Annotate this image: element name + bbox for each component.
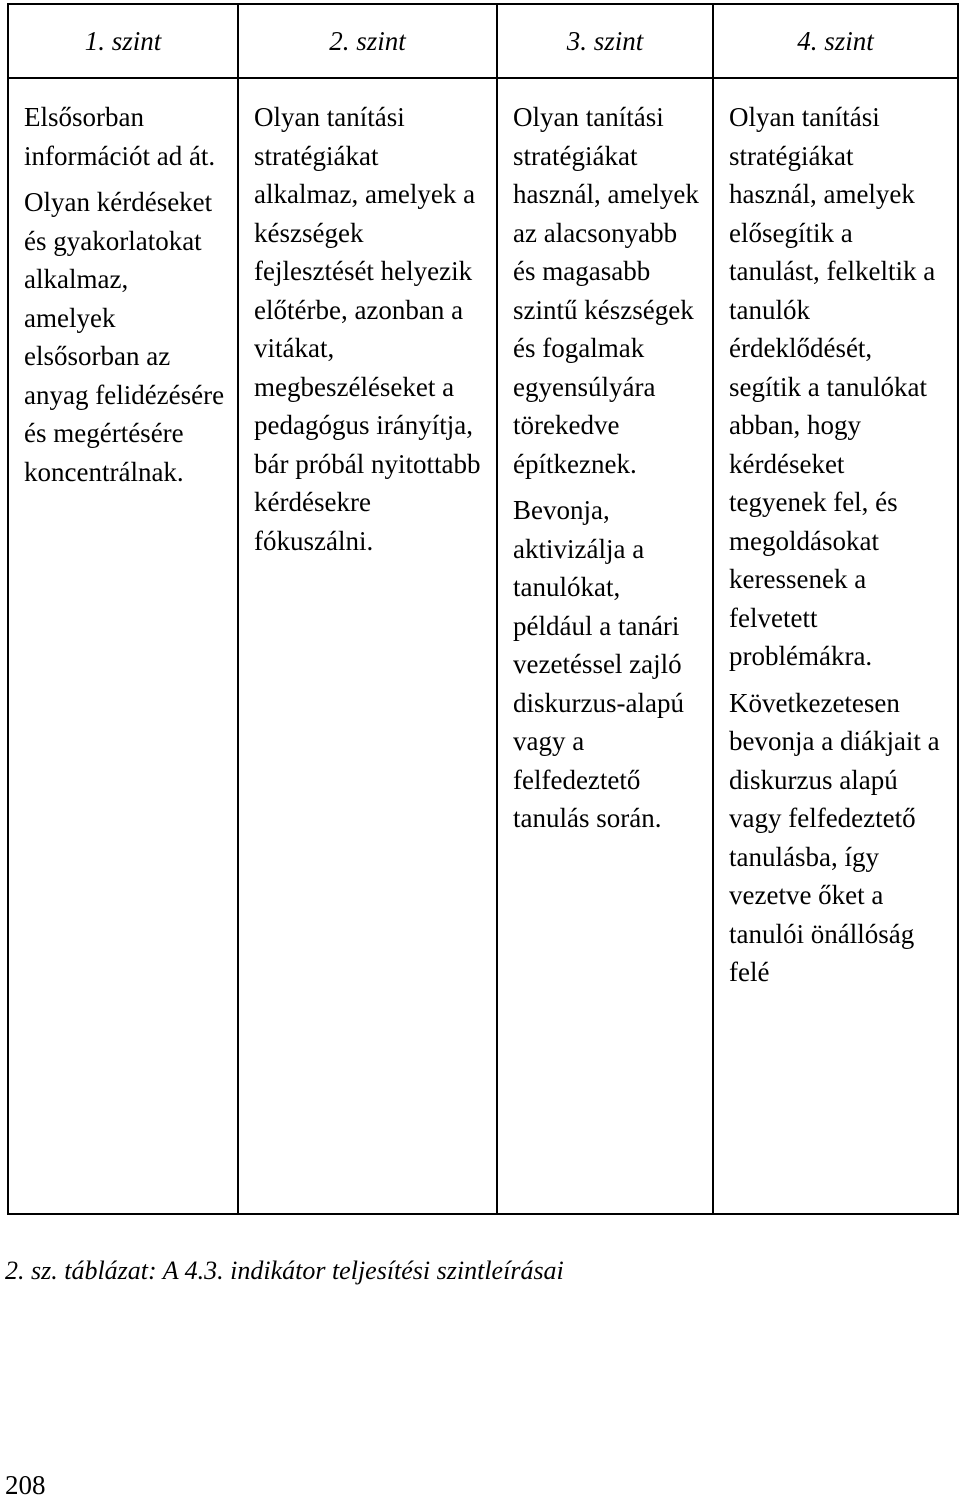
level-4-paragraph-2: Következetesen bevonja a diákjait a diskurzus alapú vagy felfedeztető tanulásba, így vezetve őket a tanulói önállóság felé [729,687,940,987]
table-caption: 2. sz. táblázat: A 4.3. indikátor teljesítési szintleírásai [5,1256,564,1285]
header-level-2: 2. szint [238,4,497,78]
level-4-description [713,78,958,1214]
level-2-description [238,78,497,1214]
level-descriptions-table [7,3,959,1215]
header-level-4: 4. szint [713,4,958,78]
level-1-description [8,78,238,1214]
level-1-paragraph-2: Olyan kérdéseket és gyakorlatokat alkalmaz, amelyek elsősorban az anyag felidézésére és megértésére koncentrálnak. [24,187,225,487]
header-level-1: 1. szint [8,4,238,78]
level-4-paragraph-1: Olyan tanítási stratégiákat használ, amelyek elősegítik a tanulást, felkeltik a tanulók érdeklődését, segítik a tanulókat abban, hogy kérdéseket tegyenek fel, és megoldásokat keressenek a felvetett problémákra. [729,102,936,671]
level-2-paragraph-1: Olyan tanítási stratégiákat alkalmaz, amelyek a készségek fejlesztését helyezik előtérbe, azonban a vitákat, megbeszéléseket a pedagógus irányítja, bár próbál nyitottabb kérdésekre fókuszálni. [254,102,481,556]
header-level-3: 3. szint [497,4,713,78]
level-3-paragraph-2: Bevonja, aktivizálja a tanulókat, például a tanári vezetéssel zajló diskurzus-alapú vagy a felfedeztető tanulás során. [513,495,684,833]
table-row [8,78,958,1214]
level-3-paragraph-1: Olyan tanítási stratégiákat használ, amelyek az alacsonyabb és magasabb szintű készségek és fogalmak egyensúlyára törekedve építkeznek. [513,102,699,479]
page-number: 208 [5,1470,46,1500]
table-header-row [8,4,958,78]
level-3-description [497,78,713,1214]
level-1-paragraph-1: Elsősorban információt ad át. [24,102,216,171]
